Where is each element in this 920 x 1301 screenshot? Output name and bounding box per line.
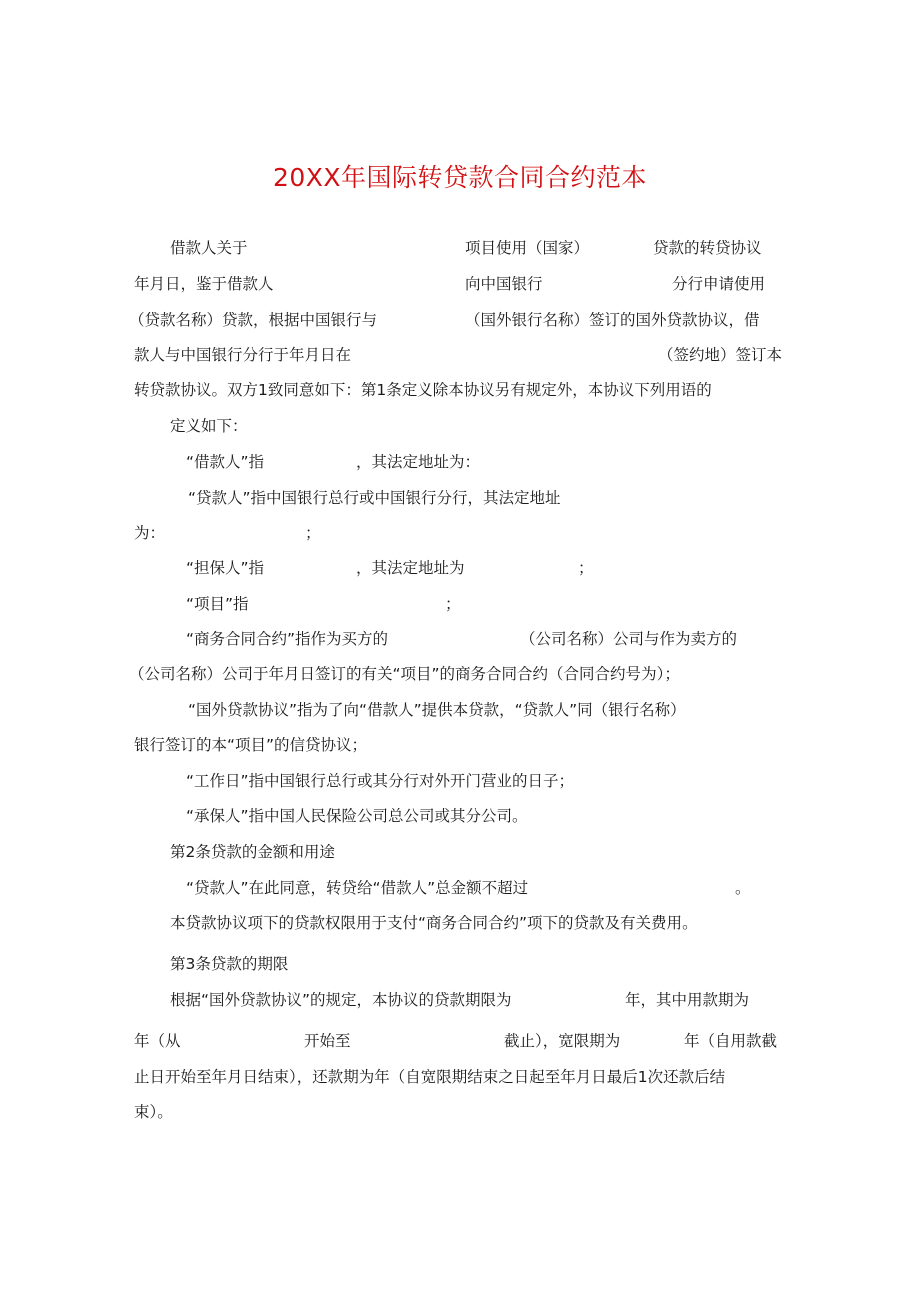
p1-text-h: （国外银行名称）签订的国外贷款协议，借 (465, 311, 760, 329)
definitions-intro: 定义如下： (170, 417, 248, 435)
article-3-text-g: 止日开始至年月日结束），还款期为年（自宽限期结束之日起至年月日最后1次还款后结 (134, 1068, 726, 1086)
commercial-def-text-a: “商务合同合约”指作为买方的 (186, 630, 389, 648)
p1-text-a: 借款人关于 (170, 239, 248, 257)
article-3-text-f: 年（自用款截 (684, 1032, 778, 1050)
article-2-purpose: 本贷款协议项下的贷款权限用于支付“商务合同合约”项下的贷款及有关费用。 (170, 914, 698, 932)
guarantor-def-label: “担保人”指 (186, 559, 265, 577)
p1-text-j: （签约地）签订本 (658, 346, 783, 364)
article-2-amount: “贷款人”在此同意，转贷给“借款人”总金额不超过 (186, 879, 529, 897)
document-title: 20XX年国际转贷款合同合约范本 (272, 163, 648, 192)
guarantor-def-address: ，其法定地址为 (356, 559, 465, 577)
article-3-text-a: 根据“国外贷款协议”的规定，本协议的贷款期限为 (170, 991, 512, 1009)
p1-text-d: 年月日，鉴于借款人 (134, 275, 274, 293)
p1-text-b: 项目使用（国家） (465, 239, 590, 257)
project-def-label: “项目”指 (186, 595, 249, 613)
article-2-amount-end: 。 (735, 879, 751, 897)
article-3-text-c: 年（从 (134, 1032, 181, 1050)
lender-def-address-label: 为： (134, 524, 166, 542)
p1-text-f: 分行申请使用 (672, 275, 766, 293)
lender-def-end: ； (305, 524, 321, 542)
insurer-def: “承保人”指中国人民保险公司总公司或其分公司。 (186, 807, 528, 825)
article-3-text-b: 年，其中用款期为 (625, 991, 750, 1009)
foreign-loan-def-text-b: 银行签订的本“项目”的信贷协议； (134, 736, 368, 754)
article-3-heading: 第3条贷款的期限 (170, 955, 289, 973)
guarantor-def-end: ； (578, 559, 594, 577)
p1-text-i: 款人与中国银行分行于年月日在 (134, 346, 352, 364)
foreign-loan-def-text-a: “国外贷款协议”指为了向“借款人”提供本贷款，“贷款人”同（银行名称） (188, 701, 686, 719)
p1-text-c: 贷款的转贷协议 (653, 239, 762, 257)
article-3-text-h: 束）。 (134, 1103, 173, 1121)
workday-def: “工作日”指中国银行总行或其分行对外开门营业的日子； (186, 772, 575, 790)
project-def-end: ； (445, 595, 461, 613)
p1-text-k: 转贷款协议。双方1致同意如下：第1条定义除本协议另有规定外，本协议下列用语的 (134, 381, 712, 399)
lender-def-text: “贷款人”指中国银行总行或中国银行分行，其法定地址 (188, 489, 561, 507)
borrower-def-label: “借款人”指 (186, 453, 265, 471)
article-3-text-e: 截止），宽限期为 (504, 1032, 621, 1050)
p1-text-e: 向中国银行 (465, 275, 543, 293)
article-2-heading: 第2条贷款的金额和用途 (170, 843, 335, 861)
article-3-text-d: 开始至 (304, 1032, 351, 1050)
p1-text-g: （贷款名称）贷款，根据中国银行与 (129, 311, 378, 329)
commercial-def-text-c: （公司名称）公司于年月日签订的有关“项目”的商务合同合约（合同合约号为）； (129, 665, 680, 683)
borrower-def-address: ，其法定地址为： (356, 453, 481, 471)
commercial-def-text-b: （公司名称）公司与作为卖方的 (520, 630, 738, 648)
